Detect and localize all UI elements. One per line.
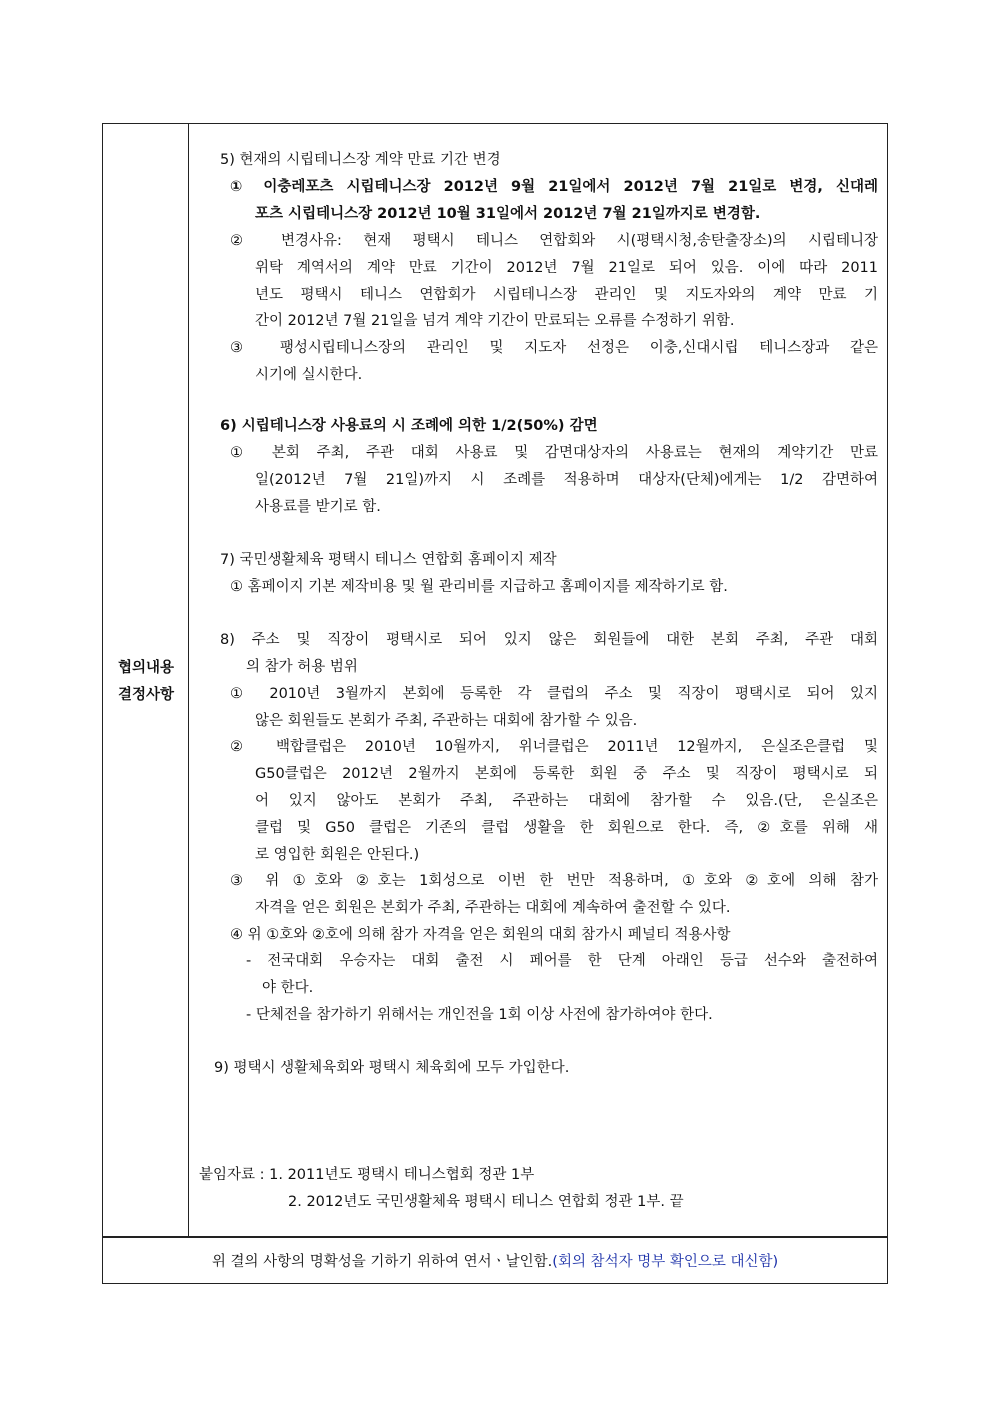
s5-item1-line1: ① 이충레포츠 시립테니스장 2012년 9월 21일에서 2012년 7월 21일로 변경, 신대레	[230, 179, 878, 195]
section-7-heading: 7) 국민생활체육 평택시 테니스 연합회 홈페이지 제작	[220, 552, 557, 568]
column-divider	[188, 123, 189, 1237]
footer-note: (회의 참석자 명부 확인으로 대신함)	[552, 1254, 779, 1270]
s8-item1-line1: ① 2010년 3월까지 본회에 등록한 각 클럽의 주소 및 직장이 평택시로 되어 있지	[230, 686, 878, 702]
s8-item2-line2: G50클럽은 2012년 2월까지 본회에 등록한 회원 중 주소 및 직장이 평택시로 되	[255, 766, 878, 782]
label-line-1: 협의내용	[117, 660, 175, 676]
s5-item2-line1: ② 변경사유: 현재 평택시 테니스 연합회와 시(평택시청,송탄출장소)의 시립테니장	[230, 233, 878, 249]
s8-item3-line2: 자격을 얻은 회원은 본회가 주최, 주관하는 대회에 계속하여 출전할 수 있다.	[255, 900, 731, 916]
s8-item2-line1: ② 백합클럽은 2010년 10월까지, 위너클럽은 2011년 12월까지, 은실조은클럽 및	[230, 739, 878, 755]
s6-item1-line3: 사용료를 받기로 함.	[255, 499, 381, 515]
s5-item3-line1: ③ 팽성시립테니스장의 관리인 및 지도자 선정은 이충,신대시립 테니스장과 같은	[230, 340, 878, 356]
s8-item4-line1: ④ 위 ①호와 ②호에 의해 참가 자격을 얻은 회원의 대회 참가시 페널티 적용사항	[230, 927, 731, 943]
s5-item3-line2: 시기에 실시한다.	[255, 367, 363, 383]
s8-dash1-line1: - 전국대회 우승자는 대회 출전 시 페어를 한 단계 아래인 등급 선수와 출전하여	[246, 953, 878, 969]
s5-item2-line4: 간이 2012년 7월 21일을 넘겨 계약 기간이 만료되는 오류를 수정하기 위함.	[255, 313, 735, 329]
attachment-line-1: 붙임자료 : 1. 2011년도 평택시 테니스협회 정관 1부	[199, 1167, 535, 1183]
footer-text: 위 결의 사항의 명확성을 기하기 위하여 연서ㆍ날인함.	[211, 1254, 553, 1270]
s6-item1-line2: 일(2012년 7월 21일)까지 시 조례를 적용하며 대상자(단체)에게는 1/2 감면하여	[255, 472, 878, 488]
s8-item2-line4: 클럽 및 G50 클럽은 기존의 클럽 생활을 한 회원으로 한다. 즉, ②호를 위해 새	[255, 820, 878, 836]
footer-statement	[104, 1250, 886, 1271]
attachment-line-2: 2. 2012년도 국민생활체육 평택시 테니스 연합회 정관 1부. 끝	[288, 1194, 684, 1210]
section-6-heading: 6) 시립테니스장 사용료의 시 조례에 의한 1/2(50%) 감면	[220, 418, 598, 434]
s5-item2-line3: 년도 평택시 테니스 연합회가 시립테니스장 관리인 및 지도자와의 계약 만료 기	[255, 287, 878, 303]
s8-item2-line5: 로 영입한 회원은 안된다.)	[255, 847, 420, 863]
s8-dash1-line2: 야 한다.	[262, 980, 314, 996]
s6-item1-line1: ① 본회 주최, 주관 대회 사용료 및 감면대상자의 사용료는 현재의 계약기간 만료	[230, 445, 878, 461]
s5-item1-line2: 포츠 시립테니스장 2012년 10월 31일에서 2012년 7월 21일까지로 변경함.	[255, 206, 761, 222]
s8-dash2-line1: - 단체전을 참가하기 위해서는 개인전을 1회 이상 사전에 참가하여야 한다.	[246, 1007, 713, 1023]
row-divider	[102, 1236, 888, 1238]
section-8-heading-line1: 8) 주소 및 직장이 평택시로 되어 있지 않은 회원들에 대한 본회 주최, 주관 대회	[220, 632, 878, 648]
label-line-2: 결정사항	[117, 687, 175, 703]
s8-item3-line1: ③ 위 ①호와 ②호는 1회성으로 이번 한 번만 적용하며, ①호와 ②호에 의해 참가	[230, 873, 878, 889]
section-9-heading: 9) 평택시 생활체육회와 평택시 체육회에 모두 가입한다.	[214, 1060, 570, 1076]
s8-item2-line3: 어 있지 않아도 본회가 주최, 주관하는 대회에 참가할 수 있음.(단, 은실조은	[255, 793, 878, 809]
s5-item2-line2: 위탁 계역서의 계약 만료 기간이 2012년 7월 21일로 되어 있음. 이에 따라 2011	[255, 260, 878, 276]
label-cell	[104, 655, 188, 709]
s8-item1-line2: 않은 회원들도 본회가 주최, 주관하는 대회에 참가할 수 있음.	[255, 713, 638, 729]
section-5-heading: 5) 현재의 시립테니스장 계약 만료 기간 변경	[220, 152, 501, 168]
section-8-heading-line2: 의 참가 허용 범위	[246, 659, 358, 675]
s7-item1-line1: ① 홈페이지 기본 제작비용 및 월 관리비를 지급하고 홈페이지를 제작하기로 함.	[230, 579, 728, 595]
